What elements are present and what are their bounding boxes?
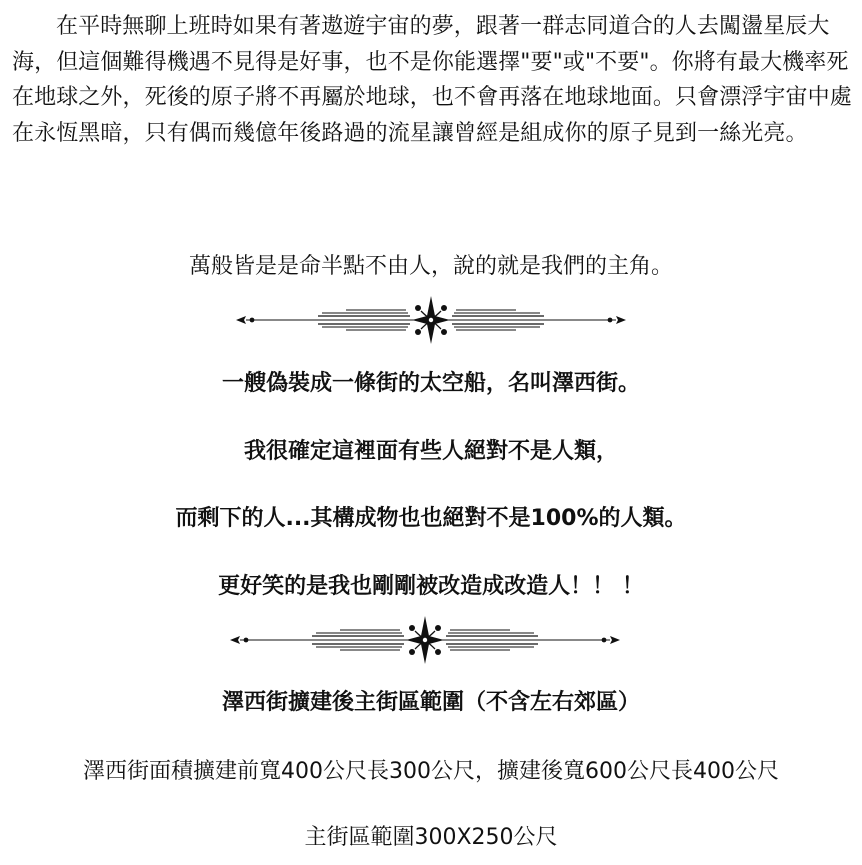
story-line-spaceship: 一艘偽裝成一條街的太空船，名叫澤西街。 <box>221 371 640 396</box>
story-line-not-human: 我很確定這裡面有些人絕對不是人類， <box>243 439 618 464</box>
intro-paragraph: 在平時無聊上班時如果有著遨遊宇宙的夢，跟著一群志同道合的人去闖盪星辰大海，但這個難得機遇不見得是好事，也不是你能選擇"要"或"不要"。你將有最大機率死在地球之外，死後的原子將不再屬於地球，也不會再落在地球地面。只會漂浮宇宙中處在永恆黑暗，只有偶而幾億年後路過的流星讓曾經是組成你的原子見到一絲光亮。 <box>12 14 852 146</box>
main-street-range: 主街區範圍300X250公尺 <box>304 825 558 850</box>
story-line-composition: 而剩下的人...其構成物也也絕對不是100%的人類。 <box>175 506 687 531</box>
story-line-cyborg: 更好笑的是我也剛剛被改造成改造人！！ ！ <box>218 574 644 599</box>
area-heading: 澤西街擴建後主街區範圍（不含左右郊區） <box>221 690 640 715</box>
area-expansion-dimensions: 澤西街面積擴建前寬400公尺長300公尺，擴建後寬600公尺長400公尺 <box>83 759 779 784</box>
ornamental-divider-icon <box>0 294 862 346</box>
ornamental-divider-icon <box>0 614 862 666</box>
tagline: 萬般皆是是命半點不由人，說的就是我們的主角。 <box>188 254 673 279</box>
